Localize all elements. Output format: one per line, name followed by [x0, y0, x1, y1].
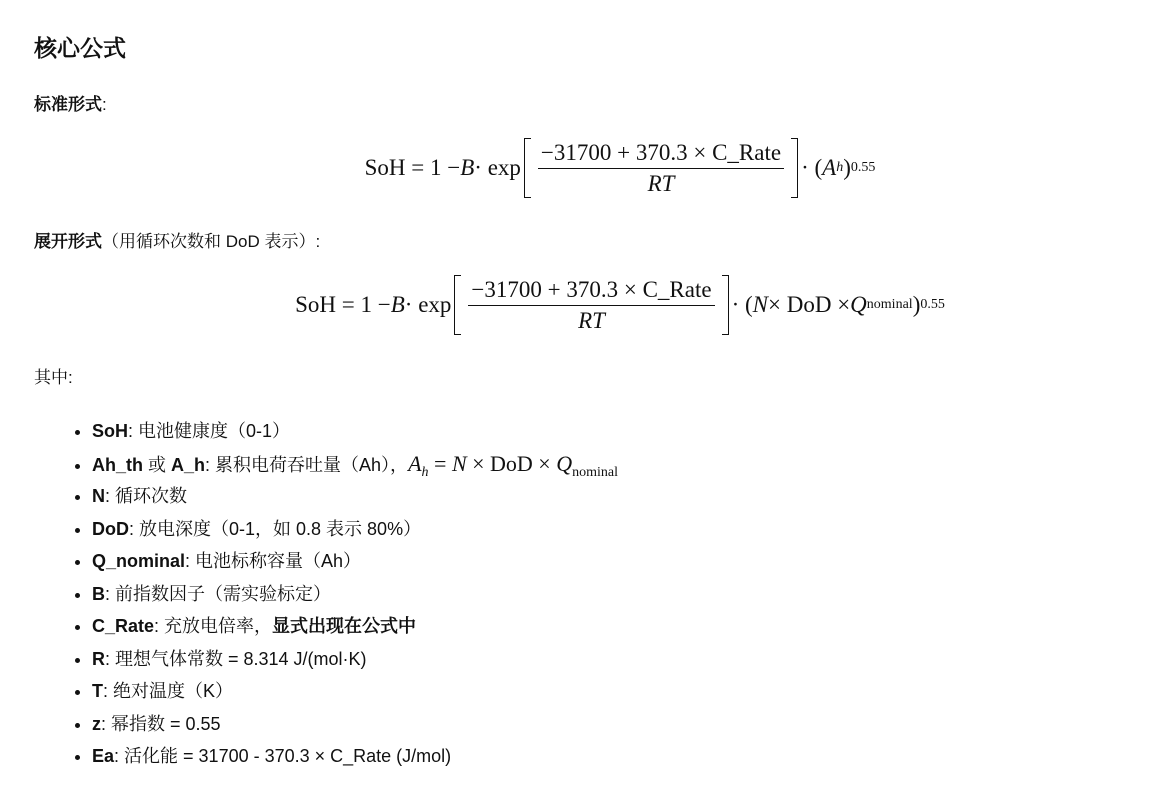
term: N [92, 486, 105, 506]
formula-lhs: SoH = 1 − [364, 155, 461, 180]
term: A_h [171, 454, 206, 475]
standard-form-label [34, 90, 107, 115]
math-q: Q [556, 450, 573, 476]
list-item [92, 610, 618, 643]
list-item [92, 675, 618, 708]
fraction [468, 277, 714, 334]
desc: : 电池健康度（0-1） [128, 421, 291, 441]
desc: : 幂指数 = 0.55 [101, 713, 221, 734]
desc: : 绝对温度（K） [103, 681, 234, 701]
formula-open: · ( [731, 292, 753, 317]
expanded-form-title: 展开形式 [34, 232, 102, 251]
denominator: RT [578, 307, 605, 333]
math-mid: × DoD × [466, 450, 557, 476]
denominator: RT [647, 170, 675, 196]
term: SoH [92, 421, 128, 441]
formula-a: A [822, 155, 837, 180]
list-item [92, 643, 618, 676]
left-bracket [524, 138, 531, 198]
list-item [92, 578, 618, 611]
numerator: −31700 + 370.3 × C_Rate [468, 277, 714, 306]
list-item [92, 448, 618, 481]
formula-expanded [0, 275, 1168, 335]
desc: : 前指数因子（需实验标定） [105, 583, 332, 604]
formula-power: 0.55 [850, 160, 876, 175]
list-item [92, 513, 618, 546]
formula-standard [0, 138, 1168, 198]
variable-list [58, 415, 618, 773]
formula-power: 0.55 [920, 297, 945, 312]
inline-math [408, 450, 618, 480]
formula-close: ) [843, 155, 851, 180]
formula-dot: · ( [801, 155, 823, 180]
expanded-form-note: （用循环次数和 DoD 表示）: [102, 232, 321, 251]
term: z [92, 713, 101, 734]
desc: : 累积电荷吞吐量（Ah）， [205, 454, 409, 475]
list-item [92, 480, 618, 513]
math-sub: h [421, 464, 429, 480]
standard-form-title: 标准形式 [34, 95, 102, 114]
desc: : 理想气体常数 = 8.314 J/(mol·K) [105, 648, 367, 669]
term: R [92, 648, 105, 669]
term: Q_nominal [92, 551, 186, 571]
where-label: 其中: [34, 368, 73, 387]
numerator: −31700 + 370.3 × C_Rate [538, 140, 784, 169]
math-eq: = [428, 450, 452, 476]
math-sub: nominal [572, 464, 618, 480]
formula-q: Q [850, 292, 867, 317]
right-bracket [791, 138, 798, 198]
formula-exp: · exp [404, 292, 452, 317]
formula-b: B [460, 155, 475, 180]
formula-sub: nominal [866, 297, 913, 312]
formula-b: B [390, 292, 405, 317]
right-bracket [722, 275, 729, 335]
term: B [92, 583, 105, 604]
list-item [92, 708, 618, 741]
desc: : 放电深度（0-1，如 0.8 表示 80%） [129, 518, 422, 539]
term: Ea [92, 746, 115, 766]
term: C_Rate [92, 616, 155, 636]
desc: : 循环次数 [105, 486, 188, 506]
formula-n: N [752, 292, 768, 317]
desc: : 活化能 = 31700 - 370.3 × C_Rate (J/mol) [114, 746, 452, 766]
term: Ah_th [92, 454, 143, 475]
list-item [92, 415, 618, 448]
formula-exp: · exp [474, 155, 521, 180]
left-bracket [454, 275, 461, 335]
section-heading: 核心公式 [34, 35, 126, 61]
math-n: N [451, 450, 467, 476]
formula-sub: h [836, 160, 844, 175]
formula-lhs: SoH = 1 − [295, 292, 391, 317]
formula-close: ) [912, 292, 921, 317]
term: DoD [92, 518, 129, 539]
desc: : 充放电倍率， [154, 616, 273, 636]
formula-mid: × DoD × [768, 292, 851, 317]
expanded-form-label [34, 227, 320, 252]
or-text: 或 [143, 454, 172, 475]
list-item [92, 545, 618, 578]
emphasis: 显式出现在公式中 [272, 616, 417, 636]
fraction [538, 140, 784, 197]
desc: : 电池标称容量（Ah） [185, 551, 362, 571]
term: T [92, 681, 103, 701]
list-item [92, 740, 618, 773]
math-a: A [408, 450, 422, 476]
colon: : [102, 95, 107, 114]
